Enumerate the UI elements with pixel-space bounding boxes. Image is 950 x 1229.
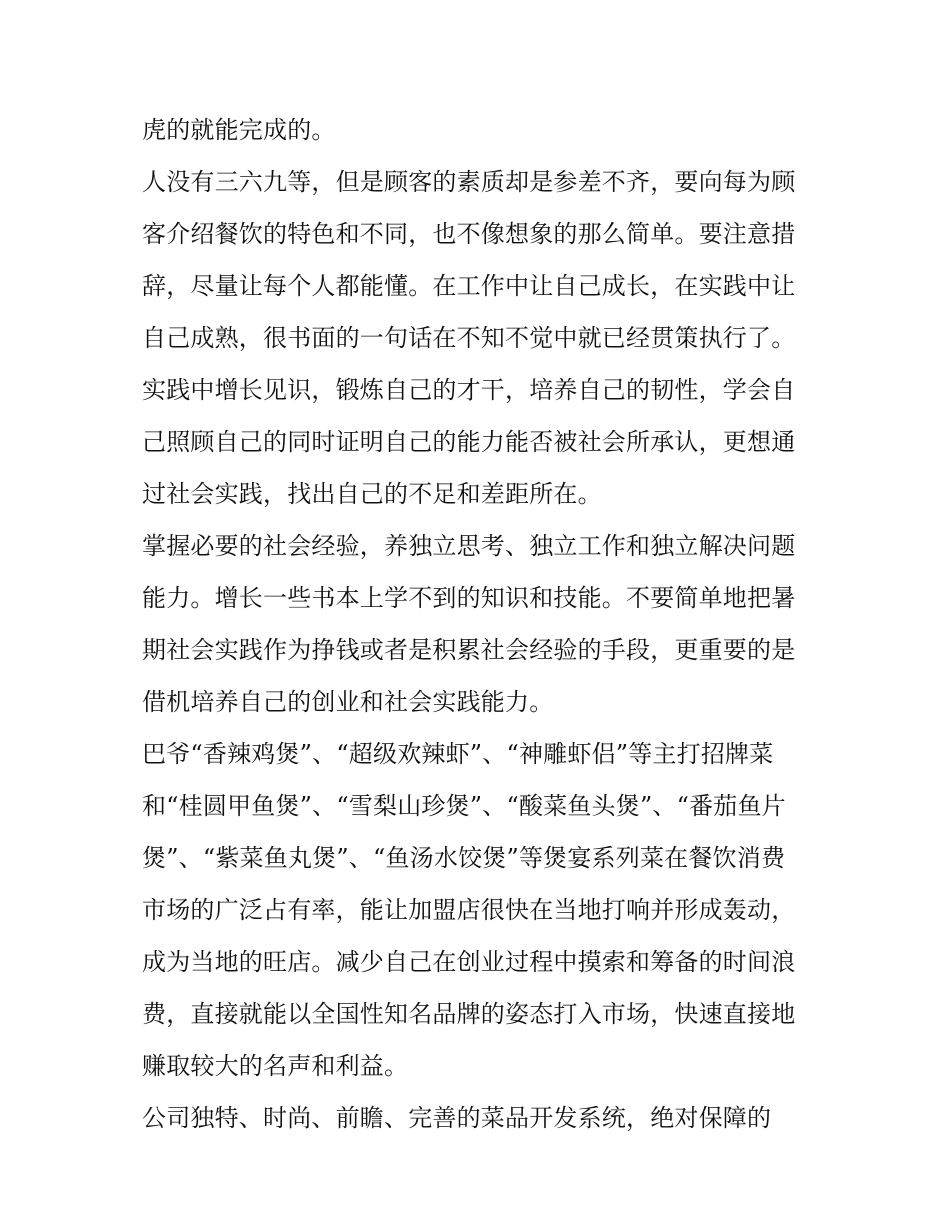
text-line: 费，直接就能以全国性知名品牌的姿态打入市场，快速直接地: [142, 1000, 796, 1028]
text-line: 公司独特、时尚、前瞻、完善的菜品开发系统，绝对保障的: [142, 1104, 772, 1132]
text-line: 己照顾自己的同时证明自己的能力能否被社会所承认，更想通: [142, 428, 796, 456]
text-line: 虎的就能完成的。: [142, 116, 336, 144]
text-line: 借机培养自己的创业和社会实践能力。: [142, 688, 554, 716]
text-line: 成为当地的旺店。减少自己在创业过程中摸索和筹备的时间浪: [142, 948, 796, 976]
text-line: 辞，尽量让每个人都能懂。在工作中让自己成长，在实践中让: [142, 272, 796, 300]
text-line: 客介绍餐饮的特色和不同，也不像想象的那么简单。要注意措: [142, 220, 796, 248]
text-line: 掌握必要的社会经验，养独立思考、独立工作和独立解决问题: [142, 532, 796, 560]
text-line: 市场的广泛占有率，能让加盟店很快在当地打响并形成轰动，: [142, 896, 796, 924]
text-line: 自己成熟，很书面的一句话在不知不觉中就已经贯策执行了。: [142, 324, 796, 352]
text-line: 煲”、“紫菜鱼丸煲”、“鱼汤水饺煲”等煲宴系列菜在餐饮消费: [142, 844, 786, 872]
text-line: 实践中增长见识，锻炼自己的才干，培养自己的韧性，学会自: [142, 376, 796, 404]
text-line: 巴爷“香辣鸡煲”、“超级欢辣虾”、“神雕虾侣”等主打招牌菜: [142, 740, 774, 768]
text-line: 和“桂圆甲鱼煲”、“雪梨山珍煲”、“酸菜鱼头煲”、“番茄鱼片: [142, 792, 786, 820]
text-line: 过社会实践，找出自己的不足和差距所在。: [142, 480, 602, 508]
text-line: 能力。增长一些书本上学不到的知识和技能。不要简单地把暑: [142, 584, 796, 612]
text-line: 人没有三六九等，但是顾客的素质却是参差不齐，要向每为顾: [142, 168, 796, 196]
text-line: 赚取较大的名声和利益。: [142, 1052, 409, 1080]
text-line: 期社会实践作为挣钱或者是积累社会经验的手段，更重要的是: [142, 636, 796, 664]
